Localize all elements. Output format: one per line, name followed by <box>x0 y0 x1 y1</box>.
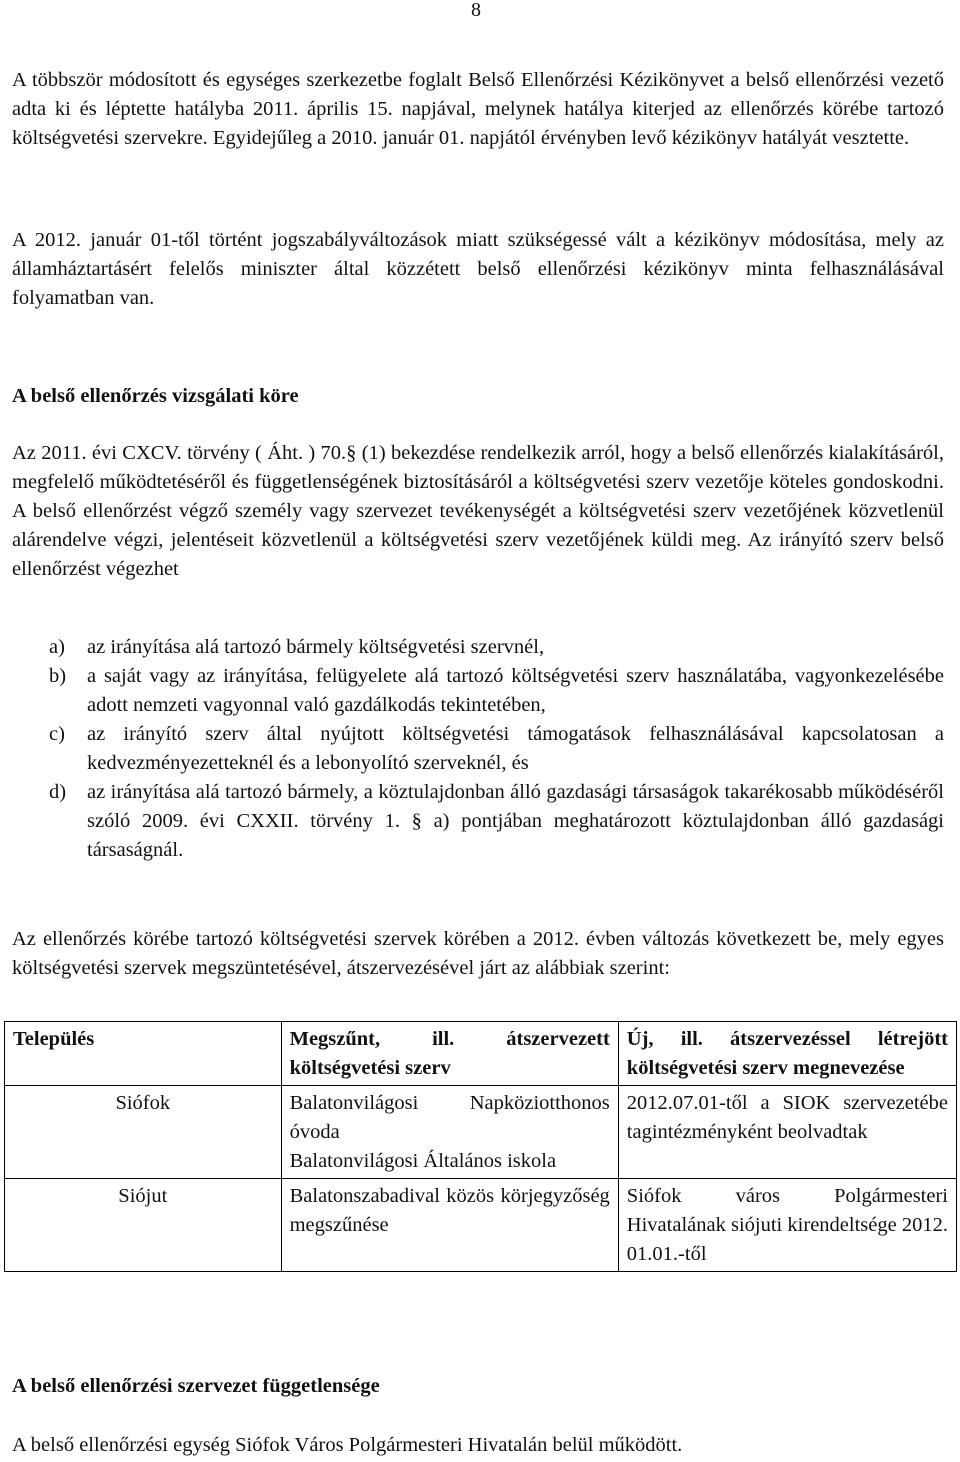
reorganization-table <box>4 1021 957 1272</box>
paragraph-unit-location: A belső ellenőrzési egység Siófok Város Polgármesteri Hivatalán belül működött. <box>12 1434 683 1456</box>
cell-old-entity <box>281 1179 618 1272</box>
paragraph-legal-changes: A 2012. január 01-től történt jogszabályváltozások miatt szükségessé vált a kézikönyv módosítása, mely az államháztartásért felelős miniszter által közzétett belső ellenőrzési kézikönyv minta felhasználásával folyamatban van. <box>12 229 944 309</box>
heading-audit-scope: A belső ellenőrzés vizsgálati köre <box>12 385 299 407</box>
list-marker: c) <box>49 723 65 745</box>
header-settlement: Település <box>5 1022 282 1086</box>
paragraph-aht-section: Az 2011. évi CXCV. törvény ( Áht. ) 70.§ (1) bekezdése rendelkezik arról, hogy a belső ellenőrzés kialakításáról, megfelelő működtetéséről és függetlenségének biztosításáról a költségvetési szerv vezetője köteles gondoskodni. A belső ellenőrzést végző személy vagy szervezet tevékenységét a költségvetési szerv vezetőjének közvetlenül alárendelve végzi, jelentéseit közvetlenül a költségvetési szerv vezetőjének küldi meg. Az irányító szerv belső ellenőrzést végezhet <box>12 442 944 580</box>
table-row <box>5 1179 957 1272</box>
list-item <box>12 633 944 662</box>
list-marker: d) <box>49 781 67 803</box>
paragraph-handbook-issue: A többször módosított és egységes szerkezetbe foglalt Belső Ellenőrzési Kézikönyvet a belső ellenőrzési vezető adta ki és léptette hatályba 2011. április 15. napjával, melynek hatálya kiterjed az ellenőrzés körébe tartozó költségvetési szervekre. Egyidejűleg a 2010. január 01. napjától érvényben levő kézikönyv hatályát vesztette. <box>12 69 944 149</box>
header-new-entity: Új, ill. átszervezéssel létrejött költségvetési szerv megnevezése <box>618 1022 956 1086</box>
header-old-entity: Megszűnt, ill. átszervezett költségvetési szerv <box>281 1022 618 1086</box>
list-marker: a) <box>49 636 65 658</box>
audit-scope-list <box>12 633 944 865</box>
list-item <box>12 778 944 865</box>
old-entity-name: Balatonszabadival közös körjegyzőség megszűnése <box>289 1185 610 1236</box>
old-entity-name: Balatonvilágosi Általános iskola <box>289 1150 557 1172</box>
cell-new-entity: Siófok város Polgármesteri Hivatalának siójuti kirendeltsége 2012. 01.01.-től <box>618 1179 956 1272</box>
paragraph-reorganization: Az ellenőrzés körébe tartozó költségvetési szervek körében a 2012. évben változás következett be, mely egyes költségvetési szervek megszüntetésével, átszervezésével járt az alábbiak szerint: <box>12 928 944 979</box>
cell-settlement: Siófok <box>5 1086 282 1179</box>
table-row <box>5 1086 957 1179</box>
list-item <box>12 662 944 720</box>
list-marker: b) <box>49 665 67 687</box>
list-item-text: az irányítása alá tartozó bármely, a köztulajdonban álló gazdasági társaságok takarékosabb működéséről szóló 2009. évi CXXII. törvény 1. § a) pontjában meghatározott köztulajdonban álló gazdasági társaságnál. <box>87 781 944 861</box>
cell-settlement: Siójut <box>5 1179 282 1272</box>
page-number: 8 <box>471 0 481 21</box>
table-header-row <box>5 1022 957 1086</box>
cell-old-entity <box>281 1086 618 1179</box>
list-item <box>12 720 944 778</box>
list-item-text: az irányítása alá tartozó bármely költségvetési szervnél, <box>87 636 545 658</box>
list-item-text: a saját vagy az irányítása, felügyelete alá tartozó költségvetési szerv használatába, vagyonkezelésébe adott nemzeti vagyonnal való gazdálkodás tekintetében, <box>87 665 944 716</box>
cell-new-entity: 2012.07.01-től a SIOK szervezetébe tagintézményként beolvadtak <box>618 1086 956 1179</box>
list-item-text: az irányító szerv által nyújtott költségvetési támogatások felhasználásával kapcsolatosan a kedvezményezetteknél és a lebonyolító szerveknél, és <box>87 723 944 774</box>
old-entity-name: Balatonvilágosi Napköziotthonos óvoda <box>289 1092 610 1143</box>
heading-independence: A belső ellenőrzési szervezet függetlensége <box>12 1375 380 1397</box>
